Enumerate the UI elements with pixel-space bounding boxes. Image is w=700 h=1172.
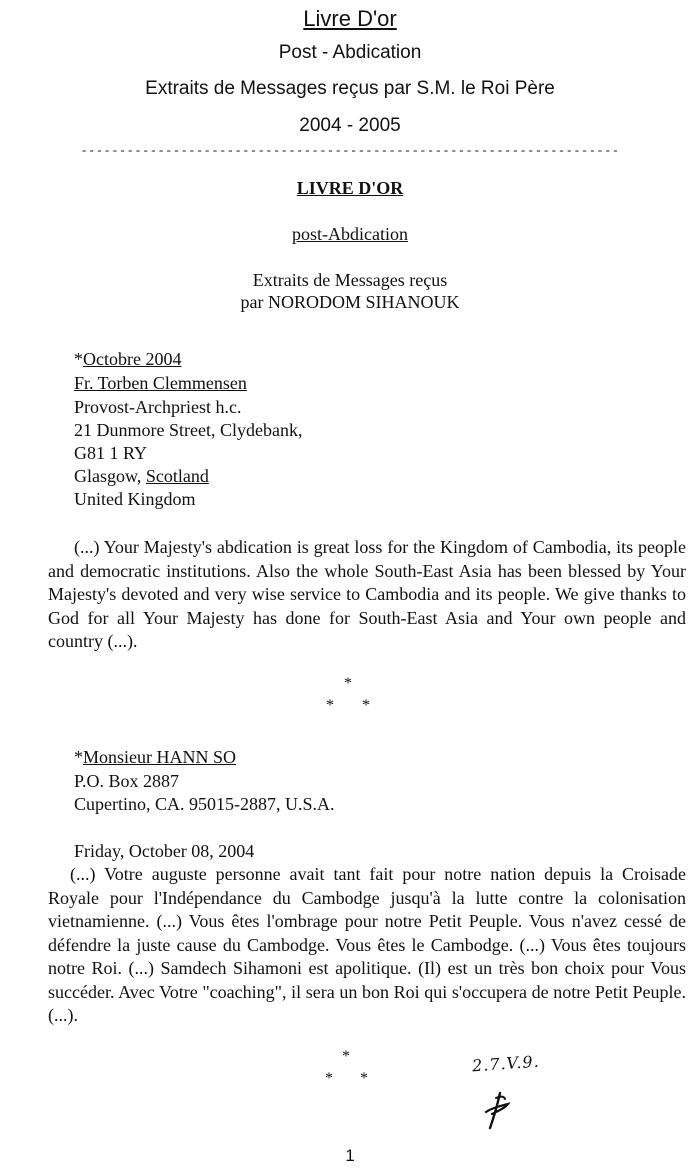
message2-address-line: P.O. Box 2887 — [74, 771, 180, 791]
page-number: 1 — [345, 1146, 355, 1165]
message1-address-line: Provost-Archpriest h.c. — [74, 397, 242, 417]
signature-mark — [478, 1090, 522, 1132]
message1-date: *Octobre 2004 — [74, 349, 182, 369]
document-title-text: Livre D'or — [303, 6, 397, 31]
asterism-star: * — [325, 1070, 333, 1087]
message1-body: (...) Your Majesty's abdication is great loss for the Kingdom of Cambodia, its people and democratic institutions. Also the whole South-East Asia has been blessed by Your Majesty's devoted and very wise service to Cambodia and its people. We give thanks to God for all Your Majesty has done for South-East Asia and Your own people and country (...). — [48, 537, 686, 651]
asterism-star: * — [326, 697, 334, 714]
message2-date: Friday, October 08, 2004 — [74, 841, 255, 861]
dashed-separator: ---------------------------------------------------------------------- — [80, 144, 620, 158]
message1-address-line: G81 1 RY — [74, 443, 148, 463]
handwritten-date: 2.7.V.9. — [471, 1051, 541, 1076]
message1-sender — [74, 372, 247, 395]
message1-sender-text: Fr. Torben Clemmensen — [74, 373, 247, 393]
message1-city-line — [74, 465, 209, 488]
message1-city: Glasgow, — [74, 466, 142, 486]
message2-sender: *Monsieur HANN SO — [74, 747, 236, 767]
message1-region: Scotland — [145, 466, 209, 486]
section-subtitle — [0, 224, 700, 245]
section-intro-line-1: Extraits de Messages reçus — [252, 270, 448, 290]
document-title — [0, 6, 700, 32]
message1-address-line: 21 Dunmore Street, Clydebank, — [74, 420, 303, 440]
asterism-star: * — [360, 1070, 368, 1087]
asterism-star: * — [362, 697, 370, 714]
asterism-star: * — [342, 1048, 350, 1065]
document-years: 2004 - 2005 — [299, 115, 401, 136]
section-subtitle-text: post-Abdication — [292, 224, 408, 244]
message1-date-text: Octobre 2004 — [83, 349, 182, 369]
message2-address-line: Cupertino, CA. 95015-2887, U.S.A. — [74, 794, 335, 814]
message1-country: United Kingdom — [74, 489, 196, 509]
section-title-text: LIVRE D'OR — [296, 178, 404, 198]
message2-body: (...) Votre auguste personne avait tant fait pour notre nation depuis la Croisade Royale pour l'Indépendance du Cambodge jusqu'à la lutte contre la colonisation vietnamienne. (...) Vous êtes l'ombrage pour notre Petit Peuple. Vous n'avez cessé de défendre la juste cause du Cambodge. Vous êtes le Cambodge. (...) Vous êtes toujours notre Roi. (...) Samdech Sihamoni est apolitique. (Il) est un très bon choix pour Vous succéder. Avec Votre "coaching", il sera un bon Roi qui s'occupera de notre Petit Peuple. (...). — [48, 864, 686, 1025]
message2-sender-text: Monsieur HANN SO — [83, 747, 236, 767]
document-subtitle: Post - Abdication — [278, 42, 422, 63]
section-intro-line-2: par NORODOM SIHANOUK — [240, 292, 460, 312]
section-title — [0, 178, 700, 199]
asterism-star: * — [344, 675, 352, 692]
signature — [478, 1090, 522, 1137]
document-extracts-line: Extraits de Messages reçus par S.M. le Roi Père — [145, 78, 555, 99]
